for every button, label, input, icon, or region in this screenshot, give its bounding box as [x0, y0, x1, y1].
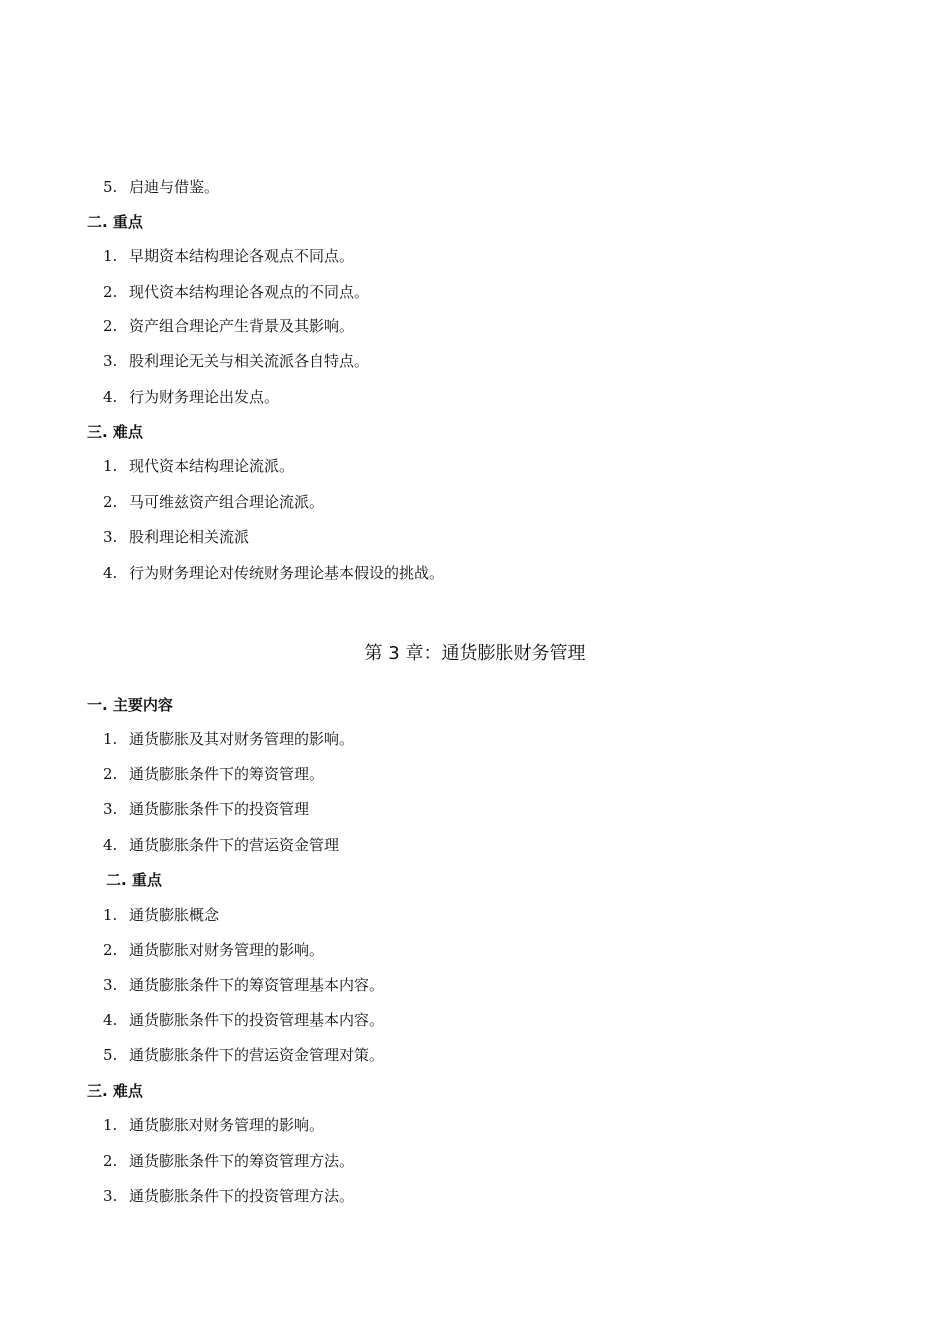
list-item [103, 799, 309, 819]
section-heading-difficulties: 三. 难点 [87, 423, 143, 441]
item-number: 1. [103, 1116, 118, 1134]
item-text: 股利理论相关流派 [129, 528, 250, 546]
list-item [103, 1010, 384, 1030]
item-text: 早期资本结构理论各观点不同点。 [129, 247, 355, 265]
list-item [103, 1115, 324, 1135]
list-item [103, 729, 354, 749]
list-item [103, 316, 354, 336]
item-number: 3. [103, 1187, 118, 1205]
item-number: 3. [103, 976, 118, 994]
item-number: 1. [103, 457, 118, 475]
item-text: 现代资本结构理论流派。 [129, 457, 295, 475]
item-number: 2. [103, 1152, 118, 1170]
list-item [103, 563, 444, 583]
item-number: 2. [103, 283, 118, 301]
item-text: 股利理论无关与相关流派各自特点。 [129, 352, 370, 370]
item-number: 5. [103, 1046, 118, 1064]
item-text: 行为财务理论对传统财务理论基本假设的挑战。 [129, 564, 445, 582]
item-text: 通货膨胀条件下的营运资金管理对策。 [129, 1046, 385, 1064]
item-number: 4. [103, 836, 118, 854]
item-number: 2. [103, 317, 118, 335]
item-text: 通货膨胀概念 [129, 906, 220, 924]
item-number: 2. [103, 765, 118, 783]
item-number: 5. [103, 178, 118, 196]
item-number: 4. [103, 1011, 118, 1029]
section-heading-difficulties: 三. 难点 [87, 1082, 143, 1100]
item-text: 通货膨胀条件下的筹资管理基本内容。 [129, 976, 385, 994]
list-item [103, 246, 354, 266]
item-text: 通货膨胀条件下的营运资金管理 [129, 836, 340, 854]
item-text: 通货膨胀条件下的投资管理基本内容。 [129, 1011, 385, 1029]
item-text: 马可维兹资产组合理论流派。 [129, 493, 325, 511]
item-number: 3. [103, 800, 118, 818]
item-text: 通货膨胀对财务管理的影响。 [129, 1116, 325, 1134]
item-text: 通货膨胀及其对财务管理的影响。 [129, 730, 355, 748]
item-text: 通货膨胀条件下的筹资管理方法。 [129, 1152, 355, 1170]
list-item [103, 456, 294, 476]
item-number: 4. [103, 388, 118, 406]
item-number: 1. [103, 906, 118, 924]
item-number: 1. [103, 247, 118, 265]
list-item [103, 492, 324, 512]
list-item [103, 905, 219, 925]
section-heading-main-content: 一. 主要内容 [87, 696, 173, 714]
list-item [103, 1045, 384, 1065]
item-text: 通货膨胀条件下的投资管理方法。 [129, 1187, 355, 1205]
section-heading-key-points: 二. 重点 [87, 213, 143, 231]
item-number: 3. [103, 528, 118, 546]
list-item [103, 835, 339, 855]
item-text: 通货膨胀条件下的投资管理 [129, 800, 310, 818]
list-item [103, 527, 249, 547]
item-number: 2. [103, 493, 118, 511]
list-item [103, 351, 369, 371]
list-item [103, 177, 219, 197]
item-number: 3. [103, 352, 118, 370]
item-text: 现代资本结构理论各观点的不同点。 [129, 283, 370, 301]
list-item [103, 1186, 354, 1206]
item-text: 资产组合理论产生背景及其影响。 [129, 317, 355, 335]
item-text: 启迪与借鉴。 [129, 178, 220, 196]
list-item [103, 940, 324, 960]
item-text: 通货膨胀条件下的筹资管理。 [129, 765, 325, 783]
chapter-title: 第 3 章：通货膨胀财务管理 [364, 643, 586, 664]
list-item [103, 975, 384, 995]
list-item [103, 387, 279, 407]
item-text: 行为财务理论出发点。 [129, 388, 280, 406]
item-number: 4. [103, 564, 118, 582]
item-number: 2. [103, 941, 118, 959]
list-item [103, 282, 369, 302]
list-item [103, 764, 324, 784]
list-item [103, 1151, 354, 1171]
item-number: 1. [103, 730, 118, 748]
item-text: 通货膨胀对财务管理的影响。 [129, 941, 325, 959]
section-heading-key-points: 二. 重点 [106, 871, 162, 889]
